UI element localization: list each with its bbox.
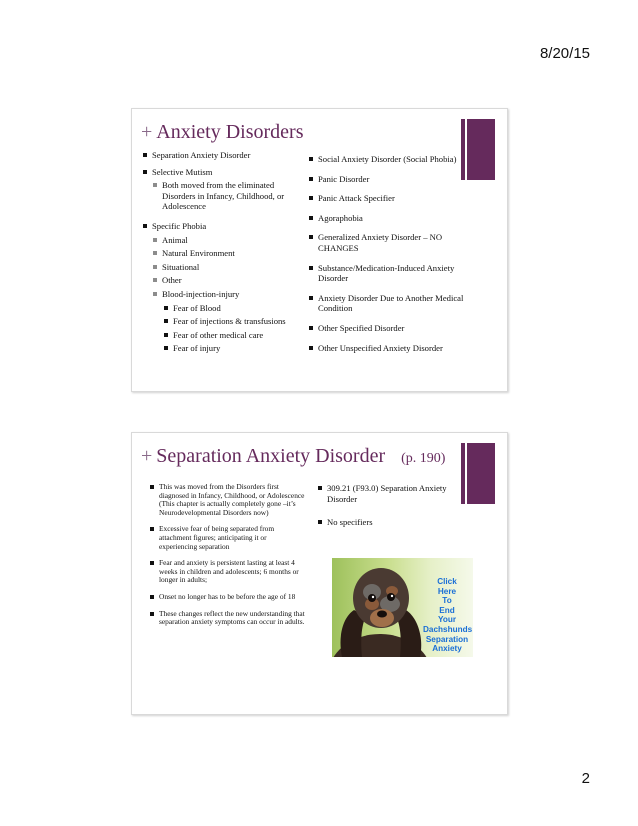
plus-icon: +	[141, 445, 153, 467]
sub-sub-bullet-item: Fear of other medical care	[173, 330, 304, 341]
ad-line: Separation	[425, 634, 469, 644]
bullet-item: Specific Phobia	[152, 221, 304, 232]
bullet-item: Panic Disorder	[318, 174, 468, 185]
sub-sub-bullet-item: Fear of injury	[173, 343, 304, 354]
bullet-item: Fear and anxiety is persistent lasting at least 4 weeks in children and adolescents; 6 months or longer in adults;	[159, 559, 305, 585]
slide-separation-anxiety	[131, 432, 508, 715]
right-bullet-column	[327, 483, 477, 541]
bullet-item: Social Anxiety Disorder (Social Phobia)	[318, 154, 468, 165]
ad-line: Anxiety	[432, 644, 462, 654]
bullet-item: 309.21 (F93.0) Separation Anxiety Disorder	[327, 483, 477, 504]
page-date: 8/20/15	[539, 45, 590, 62]
ad-line: Your	[437, 615, 457, 625]
ad-line: To	[442, 596, 452, 606]
sub-sub-bullet-item: Fear of Blood	[173, 303, 304, 314]
bullet-item: Other Specified Disorder	[318, 323, 468, 334]
slide-anxiety-disorders	[131, 108, 508, 392]
bullet-item: Selective Mutism	[152, 167, 304, 178]
page-reference: (p. 190)	[401, 451, 446, 466]
page-number: 2	[581, 770, 590, 787]
ad-line: End	[439, 605, 455, 615]
bullet-item: Anxiety Disorder Due to Another Medical Condition	[318, 293, 468, 314]
sub-bullet-item: Animal	[162, 235, 304, 246]
bullet-item: Substance/Medication-Induced Anxiety Disorder	[318, 263, 468, 284]
ad-line: Click	[437, 577, 457, 586]
dachshund-ad-banner[interactable]	[332, 558, 473, 657]
bullet-item: Excessive fear of being separated from attachment figures; anticipating it or experiencing separation	[159, 525, 305, 551]
right-bullet-column	[318, 154, 468, 362]
slide-title	[141, 445, 445, 468]
ad-text[interactable]	[423, 577, 471, 654]
bullet-item: Onset no longer has to be before the age of 18	[159, 593, 305, 602]
bullet-item: Generalized Anxiety Disorder – NO CHANGES	[318, 232, 468, 253]
sub-bullet-item: Situational	[162, 262, 304, 273]
accent-thick-stripe	[467, 119, 495, 180]
bullet-item: Agoraphobia	[318, 213, 468, 224]
slide-title-text: Anxiety Disorders	[156, 121, 304, 143]
bullet-item: No specifiers	[327, 517, 477, 528]
sub-bullet-item: Both moved from the eliminated Disorders in Infancy, Childhood, or Adolescence	[162, 180, 304, 212]
slide-title	[141, 121, 303, 144]
bullet-item: Other Unspecified Anxiety Disorder	[318, 343, 468, 354]
bullet-item: These changes reflect the new understanding that separation anxiety symptoms can occur in adults.	[159, 608, 305, 627]
bullet-item: Separation Anxiety Disorder	[152, 150, 304, 161]
left-bullet-column	[159, 483, 305, 635]
sub-sub-bullet-item: Fear of injections & transfusions	[173, 316, 304, 327]
sub-bullet-item: Blood-injection-injury	[162, 289, 304, 300]
bullet-item: This was moved from the Disorders first diagnosed in Infancy, Childhood, or Adolescence (This chapter is actually completely gone –it’s Neurodevelopmental Disorders now)	[159, 482, 305, 517]
slide-title-text: Separation Anxiety Disorder	[156, 445, 386, 467]
ad-line: Dachshunds	[423, 624, 473, 634]
plus-icon: +	[141, 121, 153, 143]
sub-bullet-item: Other	[162, 275, 304, 286]
sub-bullet-item: Natural Environment	[162, 248, 304, 259]
bullet-item: Panic Attack Specifier	[318, 193, 468, 204]
ad-line: Here	[437, 586, 457, 596]
left-bullet-column	[152, 150, 304, 357]
